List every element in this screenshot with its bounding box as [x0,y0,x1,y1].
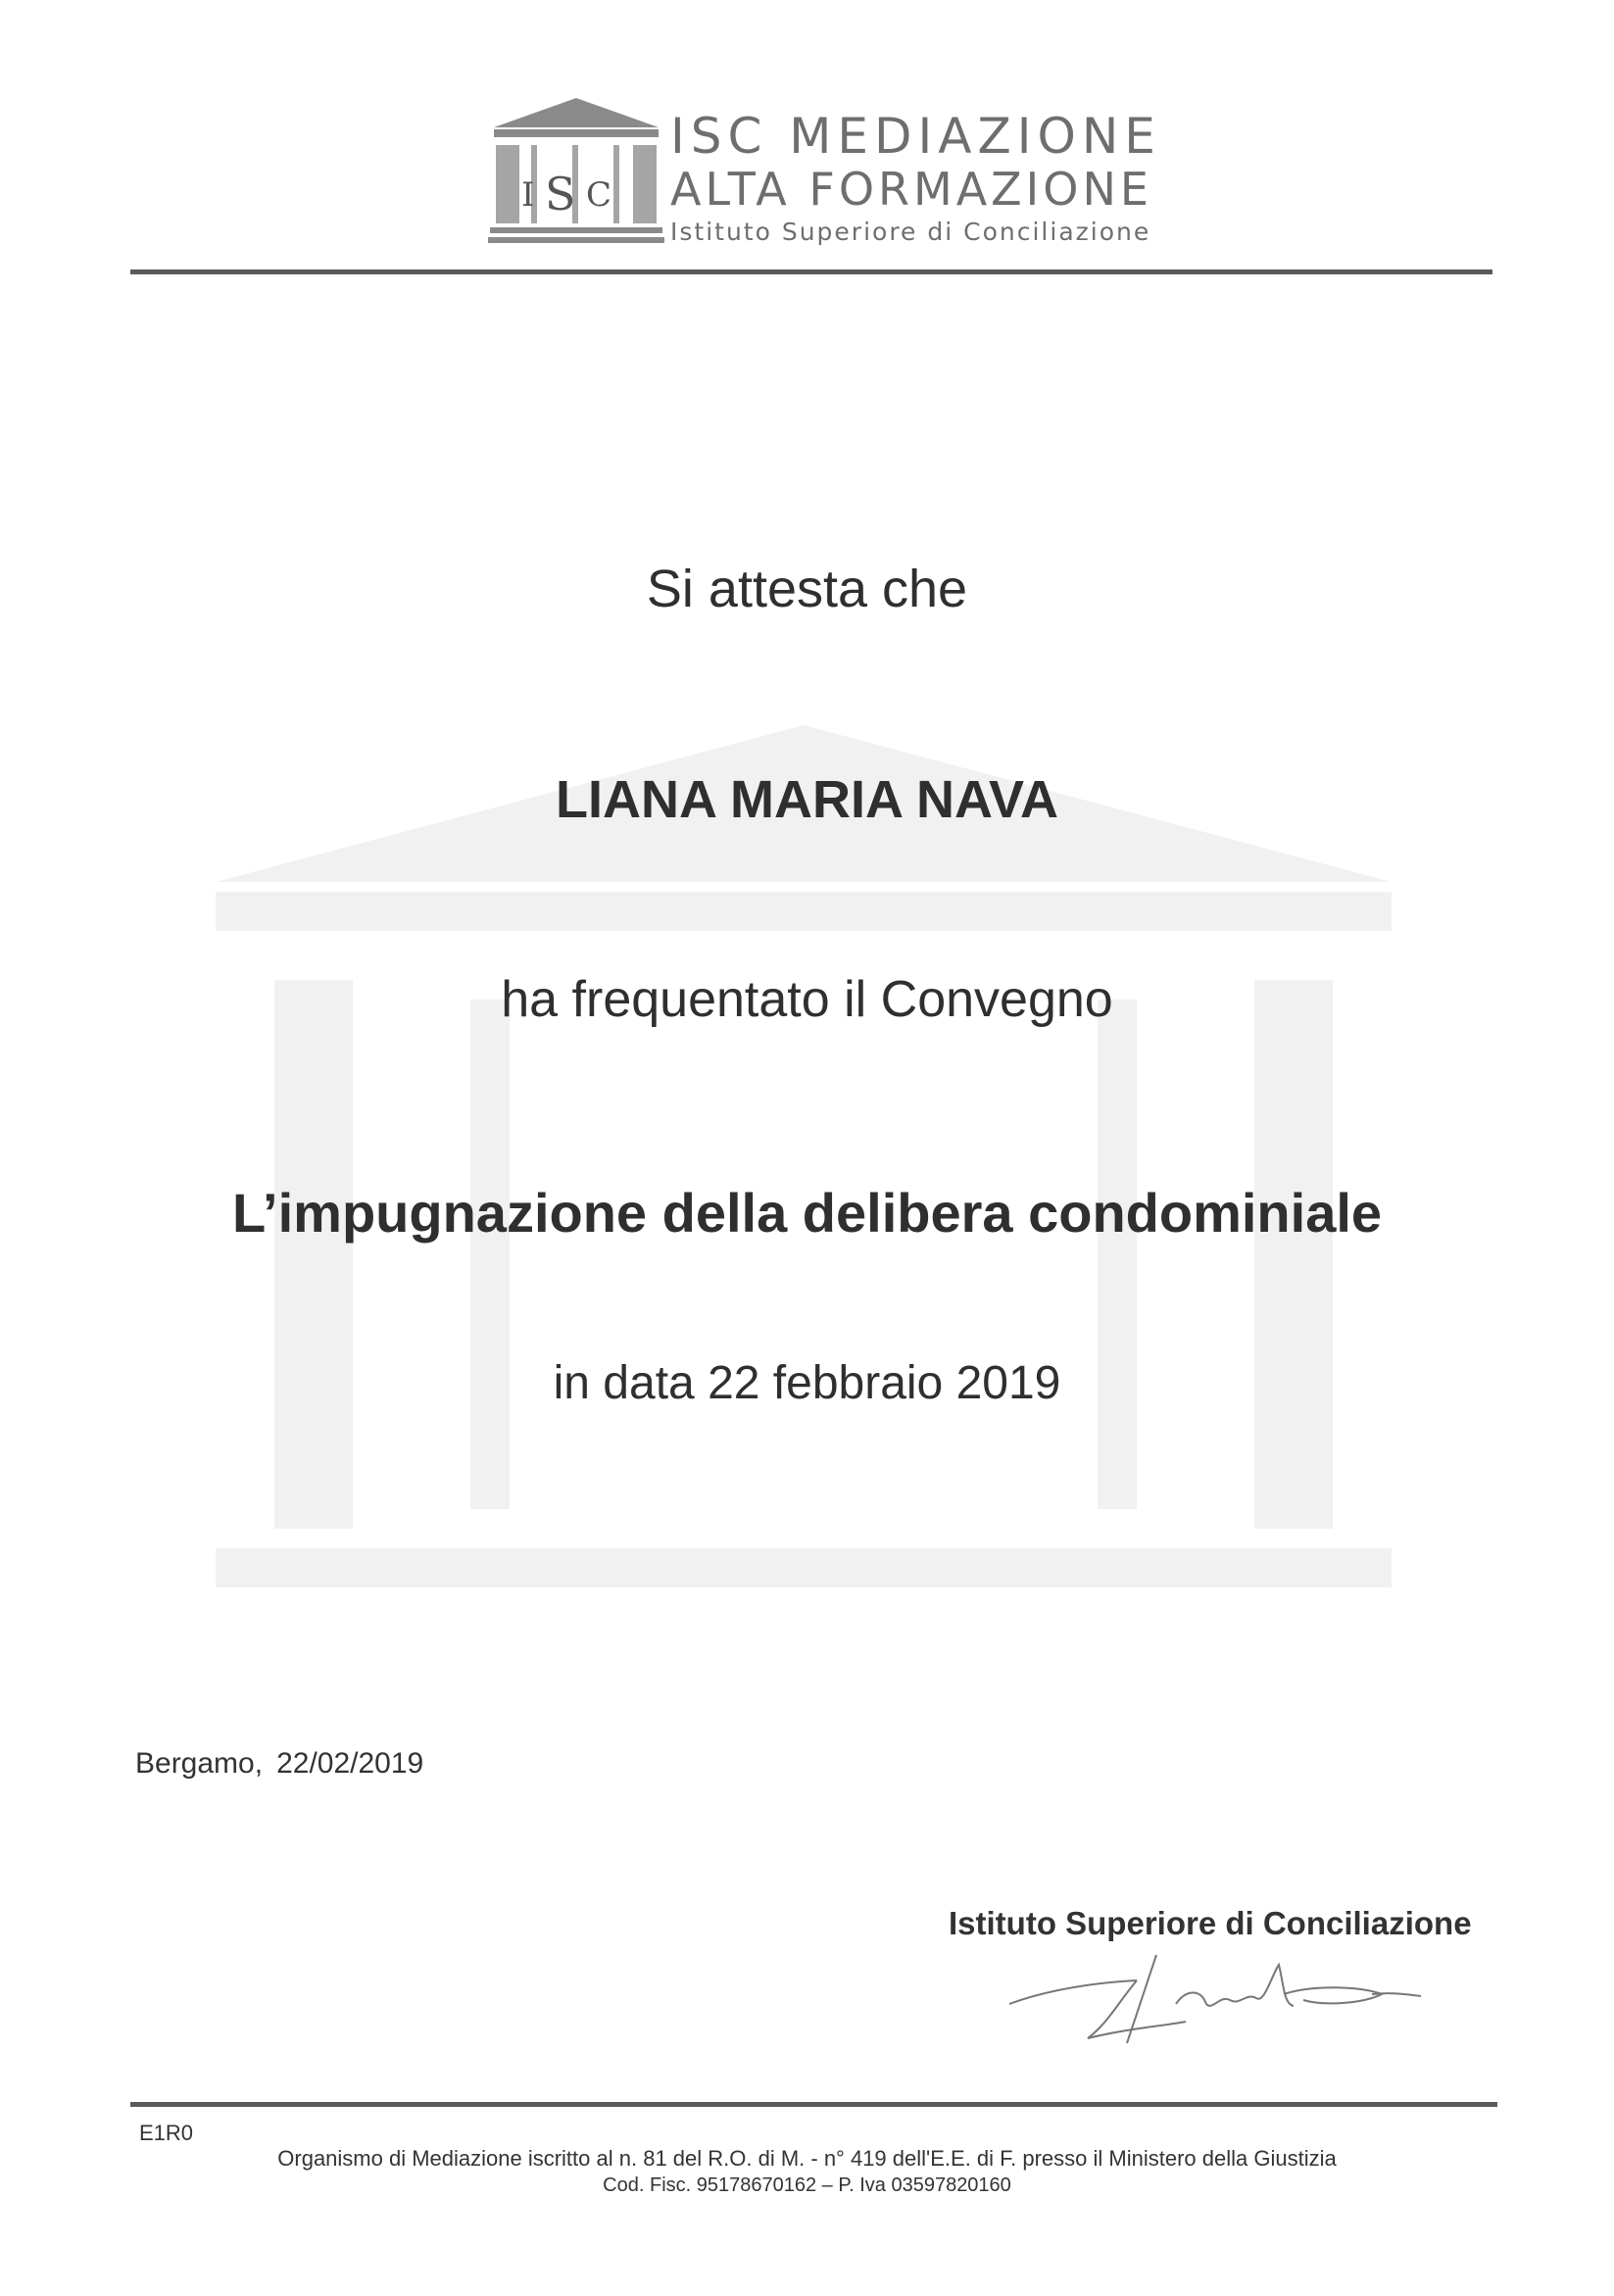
course-title: L’impugnazione della delibera condominiale [231,1182,1383,1244]
issue-place: Bergamo, [135,1747,264,1780]
footer-tax-ids: Cod. Fisc. 95178670162 – P. Iva 03597820160 [603,2174,1011,2196]
logo-monogram-i: I [521,175,535,215]
header-divider [130,269,1492,274]
signatory-institute: Istituto Superiore di Conciliazione [949,1905,1472,1941]
footer-registration: Organismo di Mediazione iscritto al n. 81 del R.O. di M. - n° 419 dell'E.E. di F. presso il Ministero della Giustizia [277,2146,1337,2171]
watermark-building-icon [176,686,1431,1646]
document-code: E1R0 [139,2121,194,2145]
event-date: in data 22 febbraio 2019 [553,1357,1061,1409]
logo-monogram-c: C [586,175,612,215]
logo-title: ISC MEDIAZIONE [670,108,1161,165]
footer-divider [130,2102,1497,2107]
isc-logo [488,96,1174,253]
issue-date: 22/02/2019 [276,1747,424,1780]
logo-tagline: Istituto Superiore di Conciliazione [670,218,1151,246]
logo-monogram-s: S [545,168,576,220]
place-and-date [135,1747,423,1781]
attended-text: ha frequentato il Convegno [501,971,1113,1028]
logo-subtitle: ALTA FORMAZIONE [670,163,1152,216]
attest-text: Si attesta che [646,560,968,618]
recipient-name: LIANA MARIA NAVA [556,770,1058,829]
temple-logo-icon [488,96,664,245]
handwritten-signature-icon [990,1935,1421,2053]
